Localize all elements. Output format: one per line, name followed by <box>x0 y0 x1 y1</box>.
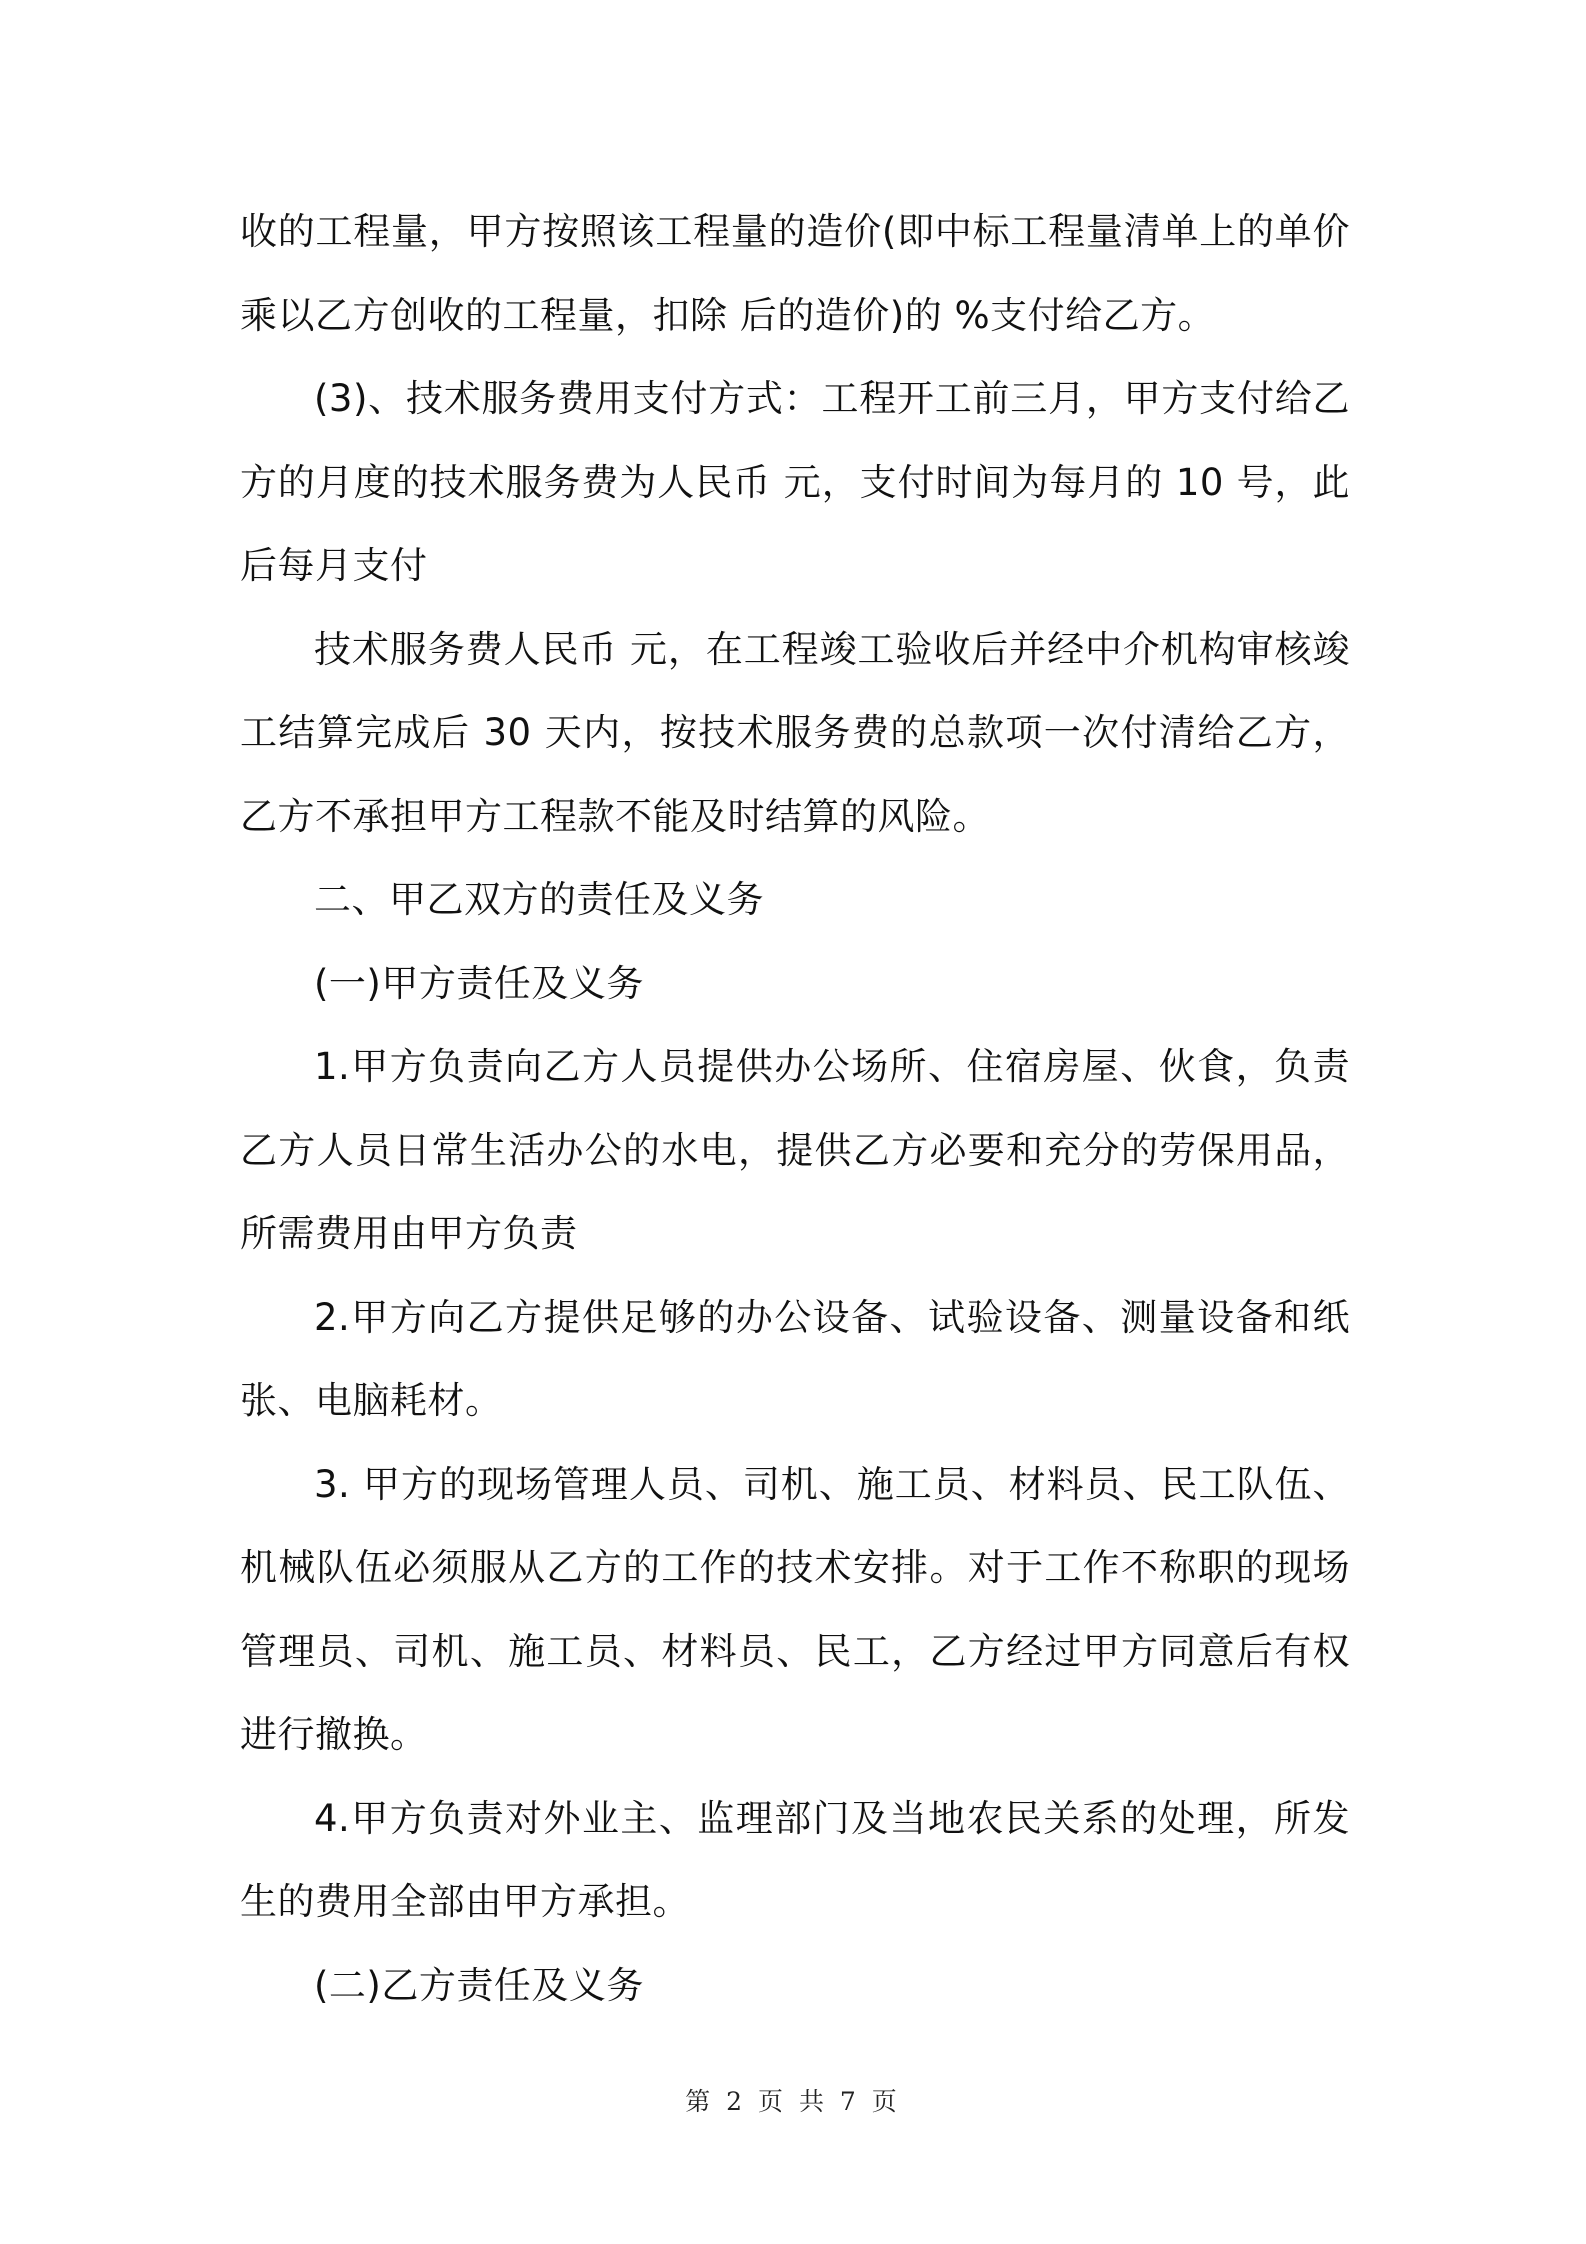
section-heading-2: 二、甲乙双方的责任及义务 <box>314 878 764 921</box>
paragraph-1: 收的工程量，甲方按照该工程量的造价(即中标工程量清单上的单价乘以乙方创收的工程量，扣除 后的造价)的 %支付给乙方。 <box>240 210 1350 337</box>
page-footer: 第 2 页 共 7 页 <box>685 2087 901 2116</box>
subsection-heading-party-b: (二)乙方责任及义务 <box>314 1963 644 2007</box>
clause-a-4: 4.甲方负责对外业主、监理部门及当地农民关系的处理，所发生的费用全部由甲方承担。 <box>240 1796 1350 1923</box>
document-body <box>240 190 1350 2027</box>
clause-a-1: 1.甲方负责向乙方人员提供办公场所、住宿房屋、伙食，负责乙方人员日常生活办公的水电，提供乙方必要和充分的劳保用品，所需费用由甲方负责 <box>240 1045 1350 1255</box>
clause-a-2: 2.甲方向乙方提供足够的办公设备、试验设备、测量设备和纸张、电脑耗材。 <box>240 1295 1350 1422</box>
subsection-heading-party-a: (一)甲方责任及义务 <box>314 961 644 1005</box>
clause-a-3: 3. 甲方的现场管理人员、司机、施工员、材料员、民工队伍、机械队伍必须服从乙方的工作的技术安排。对于工作不称职的现场管理员、司机、施工员、材料员、民工，乙方经过甲方同意后有权进行撤换。 <box>240 1462 1350 1756</box>
paragraph-3: 技术服务费人民币 元，在工程竣工验收后并经中介机构审核竣工结算完成后 30 天内，按技术服务费的总款项一次付清给乙方，乙方不承担甲方工程款不能及时结算的风险。 <box>240 627 1350 838</box>
paragraph-2: (3)、技术服务费用支付方式：工程开工前三月，甲方支付给乙方的月度的技术服务费为人民币 元，支付时间为每月的 10 号，此后每月支付 <box>240 377 1350 587</box>
